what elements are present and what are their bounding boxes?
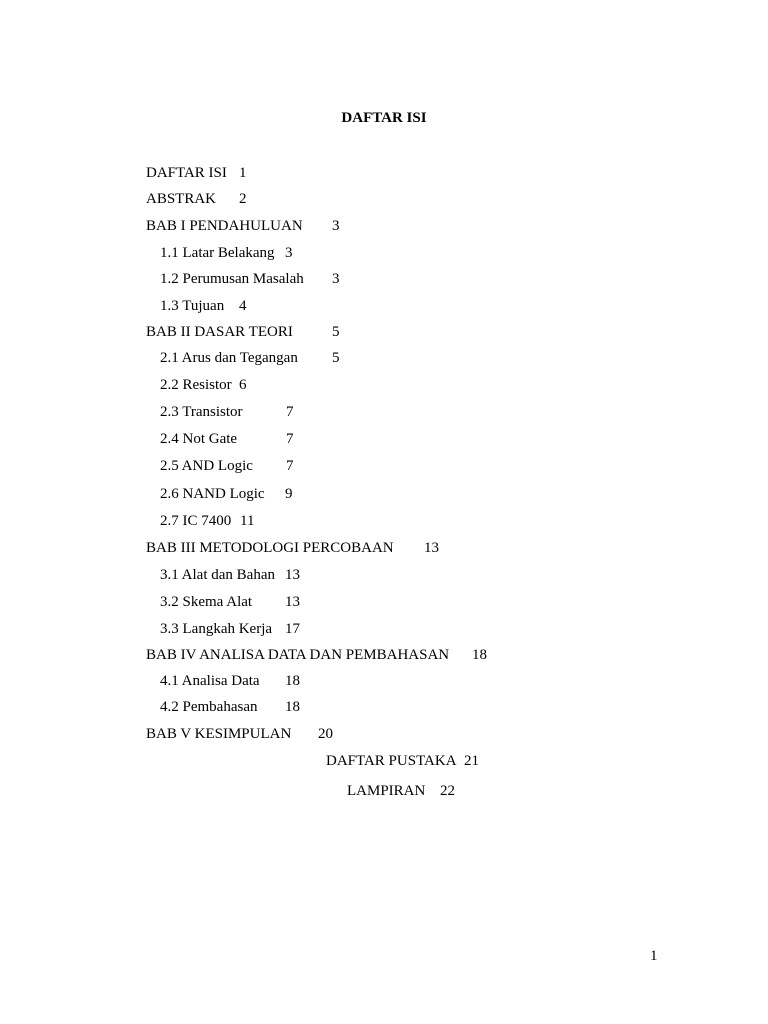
toc-entry-label: 4.1 Analisa Data — [160, 673, 260, 689]
toc-entry-page: 18 — [285, 699, 300, 715]
toc-entry-label: ABSTRAK — [146, 191, 217, 207]
toc-entry-page: 2 — [239, 191, 247, 207]
toc-entry-label: 1.3 Tujuan — [160, 298, 225, 314]
toc-entry-label: 2.5 AND Logic — [160, 458, 253, 474]
toc-entry-page: 22 — [440, 783, 455, 799]
toc-entry-page: 20 — [318, 726, 333, 742]
toc-entry-label: DAFTAR ISI — [146, 165, 227, 181]
toc-entry-page: 1 — [239, 165, 247, 181]
toc-entry-label: 1.2 Perumusan Masalah — [160, 271, 304, 287]
toc-entry-page: 11 — [240, 513, 255, 529]
toc-entry-page: 18 — [472, 647, 487, 663]
toc-entry-label: LAMPIRAN — [347, 783, 426, 799]
toc-entry-label: BAB III METODOLOGI PERCOBAAN — [146, 540, 394, 556]
toc-entry-label: BAB IV ANALISA DATA DAN PEMBAHASAN — [146, 647, 450, 663]
page-number: 1 — [650, 948, 658, 964]
toc-entry-page: 3 — [285, 245, 293, 261]
toc-entry-label: 3.2 Skema Alat — [160, 594, 253, 610]
toc-entry-label: 3.1 Alat dan Bahan — [160, 567, 275, 583]
toc-entry-page: 9 — [285, 486, 293, 502]
toc-entry-page: 13 — [285, 567, 300, 583]
toc-entry-label: 2.1 Arus dan Tegangan — [160, 350, 298, 366]
toc-entry-page: 17 — [285, 621, 300, 637]
toc-entry-label: 2.4 Not Gate — [160, 431, 238, 447]
toc-entry-label: BAB V KESIMPULAN — [146, 726, 292, 742]
toc-entry-label: 2.7 IC 7400 — [160, 513, 232, 529]
toc-entry-page: 3 — [332, 271, 340, 287]
toc-entry-label: 2.2 Resistor — [160, 377, 232, 393]
toc-entry-label: BAB II DASAR TEORI — [146, 324, 293, 340]
toc-entry-page: 7 — [286, 404, 294, 420]
toc-entry-page: 5 — [332, 324, 340, 340]
toc-entry-label: 3.3 Langkah Kerja — [160, 621, 273, 637]
page-title: DAFTAR ISI — [341, 110, 427, 126]
toc-entry-page: 6 — [239, 377, 247, 393]
toc-entry-label: 4.2 Pembahasan — [160, 699, 258, 715]
toc-entry-page: 3 — [332, 218, 340, 234]
toc-entry-page: 5 — [332, 350, 340, 366]
toc-entry-label: DAFTAR PUSTAKA — [326, 753, 457, 769]
toc-entry-page: 13 — [285, 594, 300, 610]
toc-entry-page: 18 — [285, 673, 300, 689]
toc-entry-page: 4 — [239, 298, 247, 314]
toc-entry-label: 2.6 NAND Logic — [160, 486, 265, 502]
toc-entry-page: 21 — [464, 753, 479, 769]
toc-entry-label: 2.3 Transistor — [160, 404, 243, 420]
toc-entry-label: 1.1 Latar Belakang — [160, 245, 275, 261]
toc-entry-page: 7 — [286, 431, 294, 447]
toc-entry-page: 13 — [424, 540, 439, 556]
toc-entry-label: BAB I PENDAHULUAN — [146, 218, 303, 234]
toc-entry-page: 7 — [286, 458, 294, 474]
